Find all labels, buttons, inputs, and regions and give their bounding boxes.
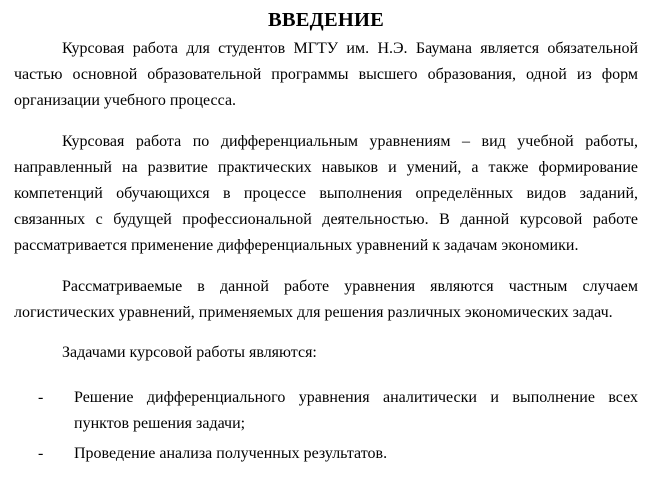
paragraph-equations-description: Рассматриваемые в данной работе уравнения являются частным случаем логистических уравнений, применяемых для решения различных экономических задач. xyxy=(14,277,638,321)
paragraph-tasks-heading: Задачами курсовой работы являются: xyxy=(62,344,317,362)
tasks-list xyxy=(14,385,638,467)
list-bullet: - xyxy=(38,389,44,407)
paragraph-course-work-purpose: Курсовая работа по дифференциальным уравнениям – вид учебной работы, направленный на развитие практических навыков и умений, а также формирование компетенций обучающихся в процессе выполнения определённых видов заданий, связанных с будущей профессиональной деятельностью. В данной курсовой работе рассматривается применение дифференциальных уравнений к задачам экономики. xyxy=(14,132,638,255)
list-item xyxy=(14,385,638,437)
paragraph-course-work-intro: Курсовая работа для студентов МГТУ им. Н.Э. Баумана является обязательной частью основной образовательной программы высшего образования, одной из форм организации учебного процесса. xyxy=(14,40,638,110)
document-page xyxy=(14,0,638,467)
list-item-text: Проведение анализа полученных результатов. xyxy=(74,444,388,462)
list-bullet: - xyxy=(38,444,44,462)
list-item-text: Решение дифференциального уравнения аналитически и выполнение всех пунктов решения задачи; xyxy=(74,389,638,433)
document-title: ВВЕДЕНИЕ xyxy=(268,9,384,31)
list-item xyxy=(14,441,638,467)
